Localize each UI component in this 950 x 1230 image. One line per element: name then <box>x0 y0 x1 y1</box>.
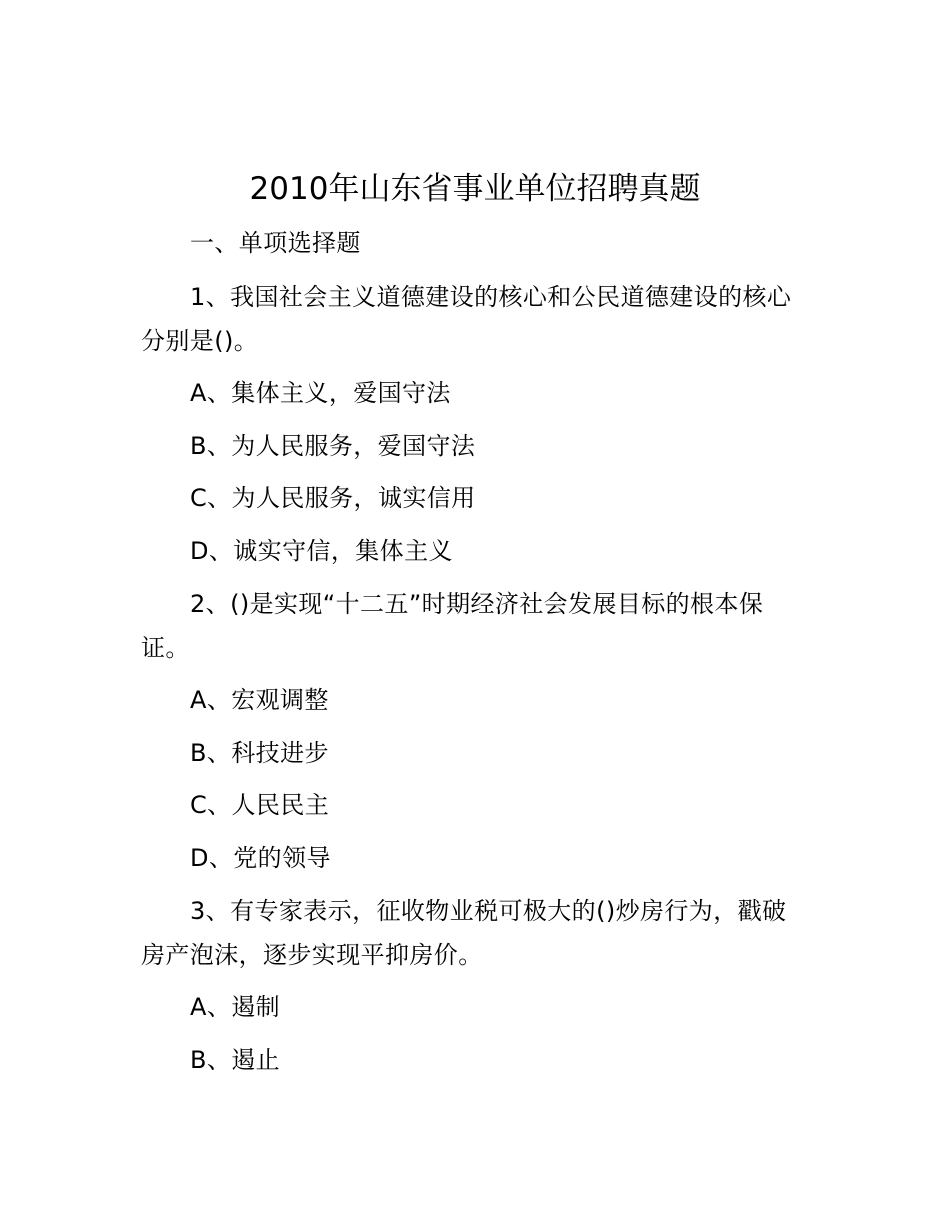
question-stem-line: 2、()是实现“十二五”时期经济社会发展目标的根本保 <box>190 590 764 618</box>
document-title: 2010年山东省事业单位招聘真题 <box>249 171 701 207</box>
option-d: D、党的领导 <box>190 844 331 872</box>
option-b: B、科技进步 <box>190 739 329 767</box>
option-d: D、诚实守信，集体主义 <box>190 537 453 565</box>
option-a: A、宏观调整 <box>190 686 329 714</box>
option-b: B、为人民服务，爱国守法 <box>190 432 476 460</box>
question-stem-line: 证。 <box>141 634 190 662</box>
option-a: A、遏制 <box>190 993 281 1021</box>
question-stem-line: 房产泡沫，逐步实现平抑房价。 <box>141 941 483 969</box>
option-b: B、遏止 <box>190 1046 281 1074</box>
question-stem-line: 3、有专家表示，征收物业税可极大的()炒房行为，戳破 <box>190 897 787 925</box>
option-a: A、集体主义，爱国守法 <box>190 379 451 407</box>
option-c: C、为人民服务，诚实信用 <box>190 484 476 512</box>
question-stem-line: 分别是()。 <box>141 327 259 355</box>
question-stem-line: 1、我国社会主义道德建设的核心和公民道德建设的核心 <box>190 283 792 311</box>
section-heading: 一、单项选择题 <box>190 229 361 257</box>
option-c: C、人民民主 <box>190 791 330 819</box>
